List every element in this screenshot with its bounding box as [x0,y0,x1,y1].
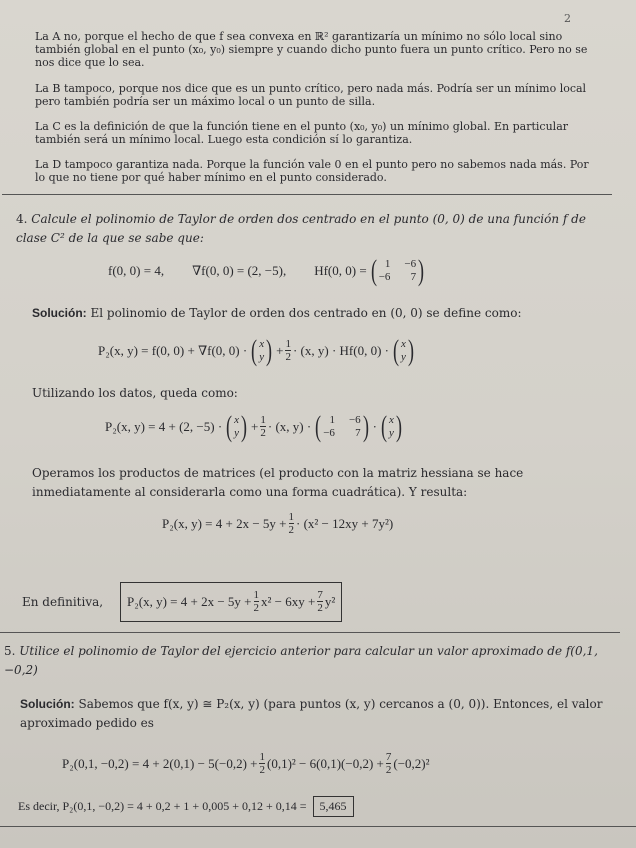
result-box: 5,465 [313,796,354,817]
page-number: 2 [564,12,571,25]
frac-num: 1 [285,338,291,350]
one-half-fraction [254,590,260,614]
hessian-entry: −6 [323,427,335,439]
frac-den: 2 [253,602,259,614]
vec-x: x [234,414,240,426]
eq3-right: · (x² − 12xy + 7y²) [296,516,394,531]
xy-column-vector: ( x y ) [226,410,248,443]
solution-label: Solución: [20,697,75,711]
eq5-left: P₂(0,1, −0,2) = 4 + 2(0,1) − 5(−0,2) + [62,756,258,771]
eq2-plus: + [251,419,259,434]
frac-num: 7 [317,589,323,601]
vec-x: x [389,414,394,426]
seven-halves-fraction [317,590,323,614]
given-data-equation [108,256,428,286]
hessian-entry: −6 [348,414,361,426]
eq3-left: P₂(x, y) = 4 + 2x − 5y + [162,516,287,531]
operate-text: Operamos los productos de matrices (el producto con la matriz hessiana se hace inmediatamente al considerarla como una forma cuadrática). Y resulta: [32,466,524,499]
conclusion-line [18,796,354,817]
paragraph-option-b: La B tampoco, porque nos dice que es un punto crítico, pero nada más. Podría ser un mínimo local pero también podría ser un máximo local o un punto de silla. [35,82,587,108]
section-divider [0,826,636,827]
final-right: y² [324,594,336,609]
final-label: En definitiva, [22,595,104,609]
eq5-mid: (0,1)² − 6(0,1)(−0,2) + [266,756,384,771]
frac-den: 2 [288,524,294,536]
solution-5-intro [20,695,620,733]
eq5-right: (−0,2)² [393,756,430,771]
final-mid: x² − 6xy + [261,594,316,609]
vec-y: y [234,427,240,439]
xy-column-vector: ( x y ) [392,334,414,367]
frac-num: 1 [259,751,265,763]
frac-den: 2 [317,602,323,614]
final-result-box [120,582,342,622]
hessian-entry: 1 [329,414,335,426]
given-hessian-label: Hf(0, 0) = [314,263,367,278]
frac-num: 7 [385,751,392,763]
solution-4-text: El polinomio de Taylor de orden dos centrado en (0, 0) se define como: [90,306,522,320]
eq2-left: P₂(x, y) = 4 + (2, −5) · [105,419,223,434]
exercise-4-number: 4. [16,212,28,226]
eq1-plus: + [276,343,284,358]
approximation-equation [62,752,430,776]
frac-num: 1 [253,589,259,601]
section-divider [2,194,612,195]
exercise-5-text: Utilice el polinomio de Taylor del ejercicio anterior para calcular un valor aproximado de f(0,1, −0,2) [4,644,598,677]
eq2-right: · (x, y) · [267,419,312,434]
one-half-fraction [289,512,295,536]
exercise-4-text: Calcule el polinomio de Taylor de orden dos centrado en el punto (0, 0) de una función f de clase C² de la que se sabe que: [16,212,586,245]
taylor-substituted-equation: P₂(x, y) = 4 + (2, −5) · ( x y ) + $\frac{1}{2}$ · (x, y) · ( 1 −6 −6 7 ) · ( x y ) [105,410,402,443]
exercise-5-statement [4,642,624,680]
conclusion-text: Es decir, P₂(0,1, −0,2) = 4 + 0,2 + 1 + 0,005 + 0,12 + 0,14 = [18,799,307,813]
vec-y: y [259,351,265,363]
exercise-5-number: 5. [4,644,16,658]
solution-5-text: Sabemos que f(x, y) ≅ P₂(x, y) (para puntos (x, y) cercanos a (0, 0)). Entonces, el valor aproximado pedido es [20,697,603,730]
hessian-entry: −6 [404,258,417,270]
paragraph-option-d: La D tampoco garantiza nada. Porque la función vale 0 en el punto pero no sabemos nada más. Por lo que no tiene por qué haber mínimo en el punto considerado. [35,158,589,184]
frac-den: 2 [285,351,291,363]
given-f-value: f(0, 0) = 4, [108,263,165,278]
vec-x: x [259,338,265,350]
hessian-entry: 1 [384,258,391,270]
hessian-entry: −6 [378,271,391,283]
hessian-matrix: ( 1 −6 −6 7 ) [315,410,369,443]
hessian-entry: 7 [410,271,417,283]
xy-column-vector: ( x y ) [251,334,273,367]
taylor-definition-equation [98,336,418,366]
vec-x: x [400,338,406,350]
eq1-right: · (x, y) · Hf(0, 0) · [292,343,389,358]
final-left: P₂(x, y) = 4 + 2x − 5y + [127,594,252,609]
given-gradient: ∇f(0, 0) = (2, −5), [192,263,287,278]
frac-den: 2 [385,764,392,776]
frac-num: 1 [260,414,266,426]
one-half-fraction [260,415,266,439]
frac-den: 2 [259,764,265,776]
paragraph-option-c: La C es la definición de que la función tiene en el punto (x₀, y₀) un mínimo global. En particular también será un mínimo local. Luego esta condición sí lo garantiza. [35,120,569,146]
vec-y: y [389,427,394,439]
section-divider [0,632,620,633]
xy-column-vector: ( x y ) [381,410,402,443]
using-data-text: Utilizando los datos, queda como: [32,386,238,400]
paragraph-option-a: La A no, porque el hecho de que f sea convexa en ℝ² garantizaría un mínimo no sólo local sino también global en el punto (x₀, y₀) siempre y cuando dicho punto fuera un punto crítico. Pero no se nos dice que lo sea. [35,30,588,69]
frac-num: 1 [288,511,294,523]
one-half-fraction [259,752,265,776]
hessian-entry: 7 [355,427,361,439]
frac-den: 2 [260,427,266,439]
one-half-fraction [285,339,291,363]
vec-y: y [400,351,406,363]
exercise-4-statement [16,210,608,248]
solution-4-intro [32,306,522,320]
taylor-expanded-equation [162,512,393,536]
eq1-left: P₂(x, y) = f(0, 0) + ∇f(0, 0) · [98,343,248,358]
hessian-matrix: ( 1 −6 −6 7 ) [370,254,425,287]
seven-halves-fraction [386,752,392,776]
solution-label: Solución: [32,306,87,320]
